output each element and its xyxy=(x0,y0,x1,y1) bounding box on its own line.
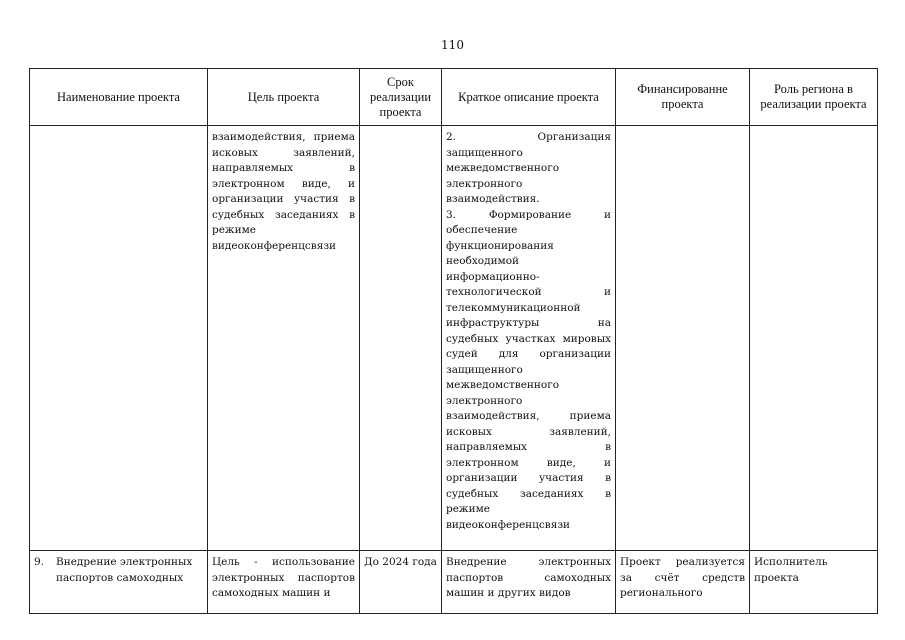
cell-description: Внедрение электронных паспортов самоходных машин и других видов xyxy=(442,551,616,614)
cell-role xyxy=(750,126,878,551)
header-project-term: Срок реализации проекта xyxy=(360,69,442,126)
description-item-2: 2. Организация защищенного межведомственного электронного взаимодействия. xyxy=(446,131,611,205)
header-region-role: Роль региона в реализации проекта xyxy=(750,69,878,126)
cell-term: До 2024 года xyxy=(360,551,442,614)
cell-name xyxy=(30,126,208,551)
cell-financing: Проект реализуется за счёт средств регионального xyxy=(616,551,750,614)
header-project-financing: Финансированне проекта xyxy=(616,69,750,126)
cell-goal: взаимодействия, приема исковых заявлений, направляемых в электронном виде, и организации участия в судебных заседаниях в режиме видеоконференцсвязи xyxy=(208,126,360,551)
table-row xyxy=(30,551,878,614)
cell-goal: Цель - использование электронных паспортов самоходных машин и xyxy=(208,551,360,614)
projects-table xyxy=(29,68,878,614)
cell-term xyxy=(360,126,442,551)
cell-financing xyxy=(616,126,750,551)
project-name: Внедрение электронных паспортов самоходных xyxy=(56,556,193,584)
cell-role: Исполнитель проекта xyxy=(750,551,878,614)
table-row xyxy=(30,126,878,551)
cell-description xyxy=(442,126,616,551)
page-number: 110 xyxy=(441,38,464,52)
table-header-row xyxy=(30,69,878,126)
header-project-name: Наименование проекта xyxy=(30,69,208,126)
description-item-3: 3. Формирование и обеспечение функционирования необходимой информационно-технологической и телекоммуникационной инфраструктуры на судебных участках мировых судей для организации защищенного межведомственного электронного взаимодействия, приема исковых заявлений, направляемых в электронном виде, и организации участия в судебных заседаниях в режиме видеоконференцсвязи xyxy=(446,208,611,531)
header-project-goal: Цель проекта xyxy=(208,69,360,126)
row-number: 9. xyxy=(34,556,45,568)
cell-name xyxy=(30,551,208,614)
header-project-description: Краткое описание проекта xyxy=(442,69,616,126)
